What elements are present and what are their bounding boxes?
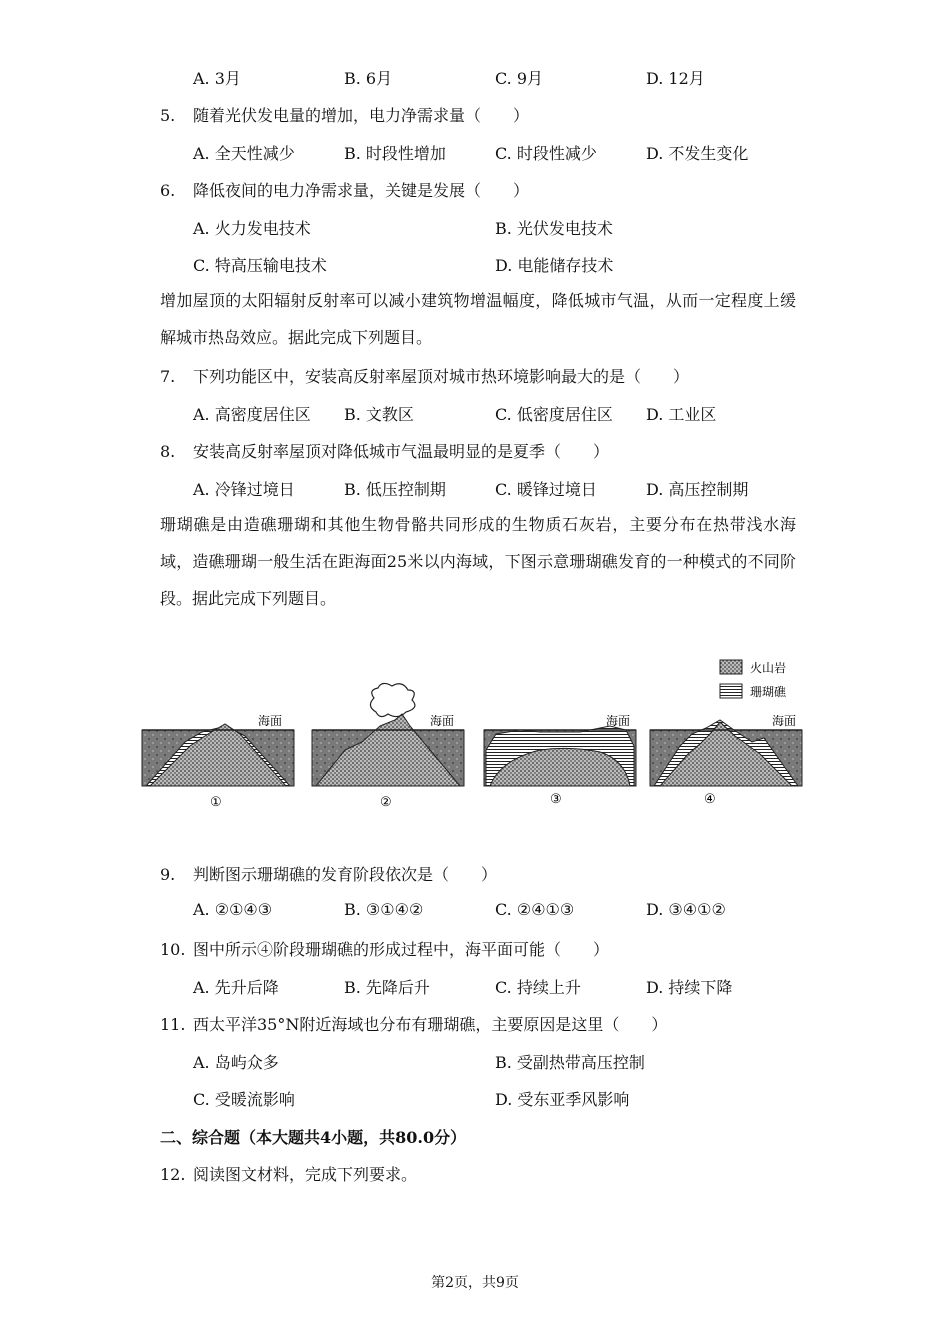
- question-number: 6.: [160, 181, 176, 200]
- option-d: D. ③④①②: [646, 900, 726, 919]
- question-number: 10.: [160, 940, 186, 959]
- panel-label: ②: [380, 795, 392, 810]
- panel-3: [484, 714, 636, 807]
- option-d: D. 受东亚季风影响: [495, 1090, 630, 1109]
- option-a: A. 岛屿众多: [193, 1053, 279, 1072]
- option-d: D. 12月: [646, 69, 705, 88]
- option-c: C. 持续上升: [495, 978, 581, 997]
- question-8: [160, 439, 609, 462]
- option-c: C. ②④①③: [495, 900, 575, 919]
- option-c: C. 特高压输电技术: [193, 256, 327, 275]
- question-12: [160, 1162, 417, 1185]
- option-a: A. 先升后降: [193, 978, 279, 997]
- sea-surface-label: 海面: [430, 714, 455, 728]
- q9-options: [193, 900, 813, 924]
- option-a: A. 3月: [193, 69, 241, 88]
- question-10: [160, 937, 609, 960]
- option-a: A. 冷锋过境日: [193, 480, 295, 499]
- passage-coral-reef: 珊瑚礁是由造礁珊瑚和其他生物骨骼共同形成的生物质石灰岩，主要分布在热带浅水海域，造礁珊瑚一般生活在距海面25米以内海域，下图示意珊瑚礁发育的一种模式的不同阶段。据此完成下列题目。: [160, 515, 796, 608]
- question-6: [160, 178, 529, 201]
- volcanic-rock-swatch: [720, 660, 742, 674]
- option-b: B. 6月: [344, 69, 393, 88]
- option-c: C. 时段性减少: [495, 144, 597, 163]
- coral-reef-swatch: [720, 684, 742, 698]
- legend-volcanic-rock: 火山岩: [750, 661, 787, 675]
- sea-surface-label: 海面: [606, 714, 631, 728]
- option-a: A. ②①④③: [193, 900, 273, 919]
- volcanic-eruption-cloud: [370, 683, 414, 716]
- question-text: 阅读图文材料，完成下列要求。: [193, 1165, 418, 1184]
- question-number: 11.: [160, 1015, 186, 1034]
- option-c: C. 暖锋过境日: [495, 480, 597, 499]
- option-a: A. 高密度居住区: [193, 405, 311, 424]
- option-d: D. 不发生变化: [646, 144, 749, 163]
- option-a: A. 火力发电技术: [193, 219, 311, 238]
- option-b: B. 受副热带高压控制: [495, 1053, 645, 1072]
- page-footer: 第2页，共9页: [431, 1275, 519, 1291]
- section-heading-comprehensive: 二、综合题（本大题共4小题，共80.0分）: [160, 1128, 467, 1147]
- question-text: 下列功能区中，安装高反射率屋顶对城市热环境影响最大的是（ ）: [193, 367, 690, 386]
- question-number: 5.: [160, 106, 176, 125]
- question-number: 7.: [160, 367, 176, 386]
- q6-options-row2: [193, 253, 813, 277]
- option-b: B. 光伏发电技术: [495, 219, 613, 238]
- figure-legend: [720, 660, 787, 699]
- question-5: [160, 103, 529, 126]
- sea-surface-label: 海面: [258, 714, 283, 728]
- option-a: A. 全天性减少: [193, 144, 295, 163]
- q7-options: [193, 402, 813, 426]
- q5-options: [193, 141, 813, 165]
- q11-options-row2: [193, 1087, 813, 1111]
- question-text: 降低夜间的电力净需求量，关键是发展（ ）: [193, 181, 530, 200]
- panel-label: ③: [550, 792, 562, 807]
- q8-options: [193, 477, 813, 501]
- panel-2: [312, 683, 464, 810]
- option-c: C. 受暖流影响: [193, 1090, 295, 1109]
- question-9: [160, 862, 497, 885]
- option-c: C. 9月: [495, 69, 544, 88]
- panel-1: [142, 714, 294, 810]
- option-d: D. 高压控制期: [646, 480, 749, 499]
- coral-reef-stages-figure: [140, 650, 810, 820]
- question-text: 安装高反射率屋顶对降低城市气温最明显的是夏季（ ）: [193, 442, 610, 461]
- q11-options-row1: [193, 1050, 813, 1074]
- question-text: 随着光伏发电量的增加，电力净需求量（ ）: [193, 106, 530, 125]
- option-c: C. 低密度居住区: [495, 405, 613, 424]
- option-b: B. ③①④②: [344, 900, 424, 919]
- sea-surface-label: 海面: [772, 714, 797, 728]
- option-d: D. 持续下降: [646, 978, 733, 997]
- question-text: 图中所示④阶段珊瑚礁的形成过程中，海平面可能（ ）: [193, 940, 610, 959]
- panel-label: ④: [704, 792, 716, 807]
- legend-coral-reef: 珊瑚礁: [750, 685, 787, 699]
- question-number: 8.: [160, 442, 176, 461]
- question-text: 西太平洋35°N附近海域也分布有珊瑚礁，主要原因是这里（ ）: [193, 1015, 668, 1034]
- question-number: 12.: [160, 1165, 186, 1184]
- option-d: D. 工业区: [646, 405, 717, 424]
- q4-options: [193, 66, 813, 90]
- question-11: [160, 1012, 667, 1035]
- q10-options: [193, 975, 813, 999]
- question-text: 判断图示珊瑚礁的发育阶段依次是（ ）: [193, 865, 498, 884]
- option-d: D. 电能储存技术: [495, 256, 614, 275]
- option-b: B. 先降后升: [344, 978, 430, 997]
- panel-label: ①: [210, 795, 222, 810]
- option-b: B. 文教区: [344, 405, 414, 424]
- option-b: B. 低压控制期: [344, 480, 446, 499]
- passage-roof-reflectivity: 增加屋顶的太阳辐射反射率可以减小建筑物增温幅度，降低城市气温，从而一定程度上缓解城市热岛效应。据此完成下列题目。: [160, 291, 796, 347]
- panel-4: [650, 714, 802, 807]
- option-b: B. 时段性增加: [344, 144, 446, 163]
- q6-options-row1: [193, 216, 813, 240]
- question-number: 9.: [160, 865, 176, 884]
- question-7: [160, 364, 689, 387]
